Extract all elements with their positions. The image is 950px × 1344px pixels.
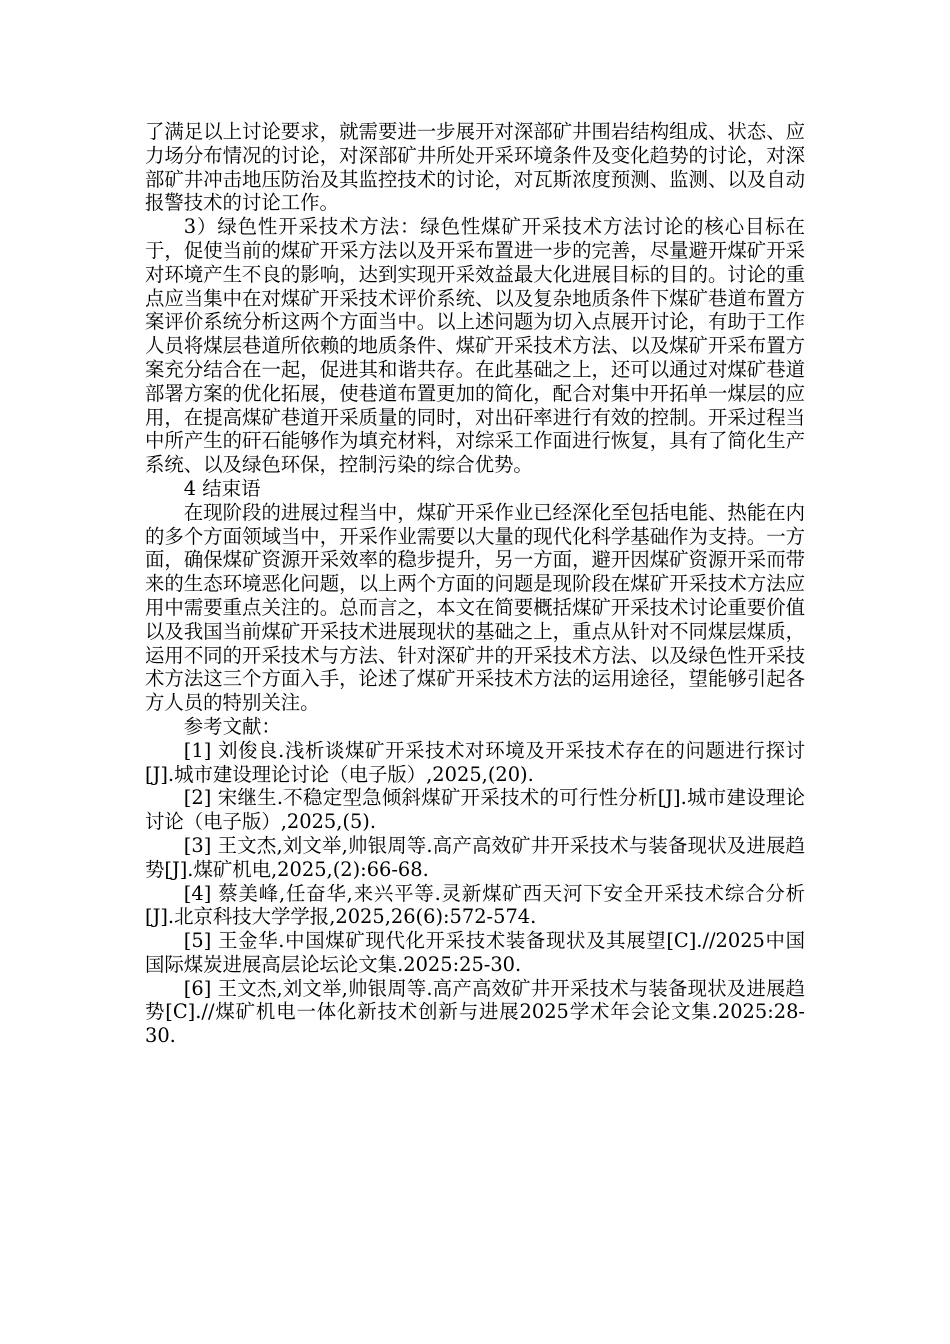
- references-heading: 参考文献：: [183, 714, 281, 738]
- body-paragraph-conclusion: 在现阶段的进展过程当中，煤矿开采作业已经深化至包括电能、热能在内的多个方面领域当中，开采作业需要以大量的现代化科学基础作为支持。一方面，确保煤矿资源开采效率的稳步提升，另一方面，避开因煤矿资源开采而带来的生态环境恶化问题，以上两个方面的问题是现阶段在煤矿开采技术方法应用中需要重点关注的。总而言之，本文在简要概括煤矿开采技术讨论重要价值以及我国当前煤矿开采技术进展现状的基础之上，重点从针对不同煤层煤质，运用不同的开采技术与方法、针对深矿井的开采技术方法、以及绿色性开采技术方法这三个方面入手，论述了煤矿开采技术方法的运用途径，望能够引起各方人员的特别关注。: [145, 500, 805, 715]
- reference-item: [2] 宋继生.不稳定型急倾斜煤矿开采技术的可行性分析[J].城市建设理论讨论（电子版）,2025,(5).: [145, 786, 805, 834]
- reference-item: [3] 王文杰,刘文举,帅银周等.高产高效矿井开采技术与装备现状及进展趋势[J].煤矿机电,2025,(2):66-68.: [145, 833, 805, 881]
- document-page: [145, 120, 805, 1048]
- reference-item: [5] 王金华.中国煤矿现代化开采技术装备现状及其展望[C].//2025中国国际煤炭进展高层论坛论文集.2025:25-30.: [145, 929, 805, 976]
- body-paragraph-green-mining: 3）绿色性开采技术方法：绿色性煤矿开采技术方法讨论的核心目标在于，促使当前的煤矿开采方法以及开采布置进一步的完善，尽量避开煤矿开采对环境产生不良的影响，达到实现开采效益最大化进展目标的目的。讨论的重点应当集中在对煤矿开采技术评价系统、以及复杂地质条件下煤矿巷道布置方案评价系统分析这两个方面当中。以上述问题为切入点展开讨论，有助于工作人员将煤层巷道所依赖的地质条件、煤矿开采技术方法、以及煤矿开采布置方案充分结合在一起，促进其和谐共存。在此基础之上，还可以通过对煤矿巷道部署方案的优化拓展，使巷道布置更加的简化，配合对集中开拓单一煤层的应用，在提高煤矿巷道开采质量的同时，对出矸率进行有效的控制。开采过程当中所产生的矸石能够作为填充材料，对综采工作面进行恢复，具有了简化生产系统、以及绿色环保，控制污染的综合优势。: [145, 215, 805, 477]
- reference-item: [4] 蔡美峰,任奋华,来兴平等.灵新煤矿西天河下安全开采技术综合分析[J].北京科技大学学报,2025,26(6):572-574.: [145, 881, 805, 929]
- reference-item: [1] 刘俊良.浅析谈煤矿开采技术对环境及开采技术存在的问题进行探讨[J].城市建设理论讨论（电子版）,2025,(20).: [145, 738, 805, 786]
- section-heading-conclusion: 4 结束语: [183, 476, 261, 500]
- reference-list: [145, 739, 805, 1048]
- reference-item: [6] 王文杰,刘文举,帅银周等.高产高效矿井开采技术与装备现状及进展趋势[C].//煤矿机电一体化新技术创新与进展2025学术年会论文集.2025:28-30.: [145, 976, 805, 1048]
- body-paragraph-continuation: 了满足以上讨论要求，就需要进一步展开对深部矿井围岩结构组成、状态、应力场分布情况的讨论，对深部矿井所处开采环境条件及变化趋势的讨论，对深部矿井冲击地压防治及其监控技术的讨论，对瓦斯浓度预测、监测、以及自动报警技术的讨论工作。: [145, 120, 805, 215]
